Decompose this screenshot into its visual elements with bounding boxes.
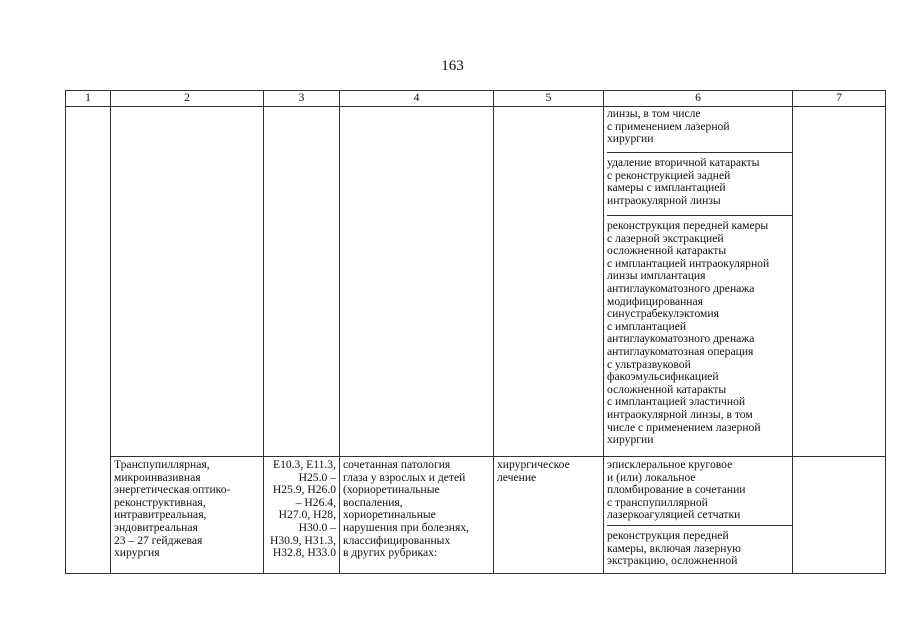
column-header-5: 5	[494, 91, 604, 107]
cell-col1	[66, 107, 111, 574]
cell-col2	[111, 107, 264, 457]
page-number: 163	[441, 58, 464, 74]
procedure-text: реконструкция передней камеры, включая лазерную экстракцию, осложненной	[607, 529, 741, 568]
column-header-3: 3	[264, 91, 340, 107]
column-header-7: 7	[793, 91, 886, 107]
procedure-text: реконструкция передней камеры с лазерной экстракцией осложненной катаракты с имплантацией интраокулярной линзы имплантация антиглаукоматозного дренажа модифицированная синустрабекулэктомия с имплантацией антиглаукоматозного дренажа антиглаукоматозная операция с ультразвуковой факоэмульсификацией осложненной катаракты с имплантацией эластичной интраокулярной линзы, в том числе с применением лазерной хирургии	[607, 219, 770, 447]
diagnosis-cell: сочетанная патология глаза у взрослых и детей (хориоретинальные воспаления, хориоретинальные нарушения при болезнях, классифицированных в других рубриках:	[340, 457, 494, 574]
method-cell: Транспупиллярная, микроинвазивная энергетическая оптико- реконструктивная, интравитреальная, эндовитреальная 23 – 27 гейджевая хирургия	[111, 457, 264, 574]
procedure-text: эписклеральное круговое и (или) локальное пломбирование в сочетании с транспупиллярной лазеркоагуляцией сетчатки	[607, 457, 792, 526]
cell-col5	[494, 107, 604, 457]
medical-procedures-table	[65, 90, 886, 574]
cell-col3	[264, 107, 340, 457]
procedure-text: удаление вторичной катаракты с реконструкцией задней камеры с имплантацией интраокулярной линзы	[607, 153, 792, 216]
procedures-cell	[604, 457, 793, 574]
cell-col6	[604, 107, 793, 457]
table-row-continuation	[66, 107, 886, 457]
column-header-6: 6	[604, 91, 793, 107]
column-header-1: 1	[66, 91, 111, 107]
header-row	[66, 91, 886, 107]
icd-codes-cell: E10.3, E11.3, H25.0 – H25.9, H26.0 – H26.4, H27.0, H28, H30.0 – H30.9, H31.3, H32.8, H33.0	[264, 457, 340, 574]
cell-col7	[793, 107, 886, 457]
table-row	[66, 457, 886, 574]
column-header-4: 4	[340, 91, 494, 107]
procedure-text: линзы, в том числе с применением лазерной хирургии	[607, 107, 792, 153]
cell-col4	[340, 107, 494, 457]
column-header-2: 2	[111, 91, 264, 107]
cell-col7	[793, 457, 886, 574]
treatment-type-cell: хирургическое лечение	[494, 457, 604, 574]
